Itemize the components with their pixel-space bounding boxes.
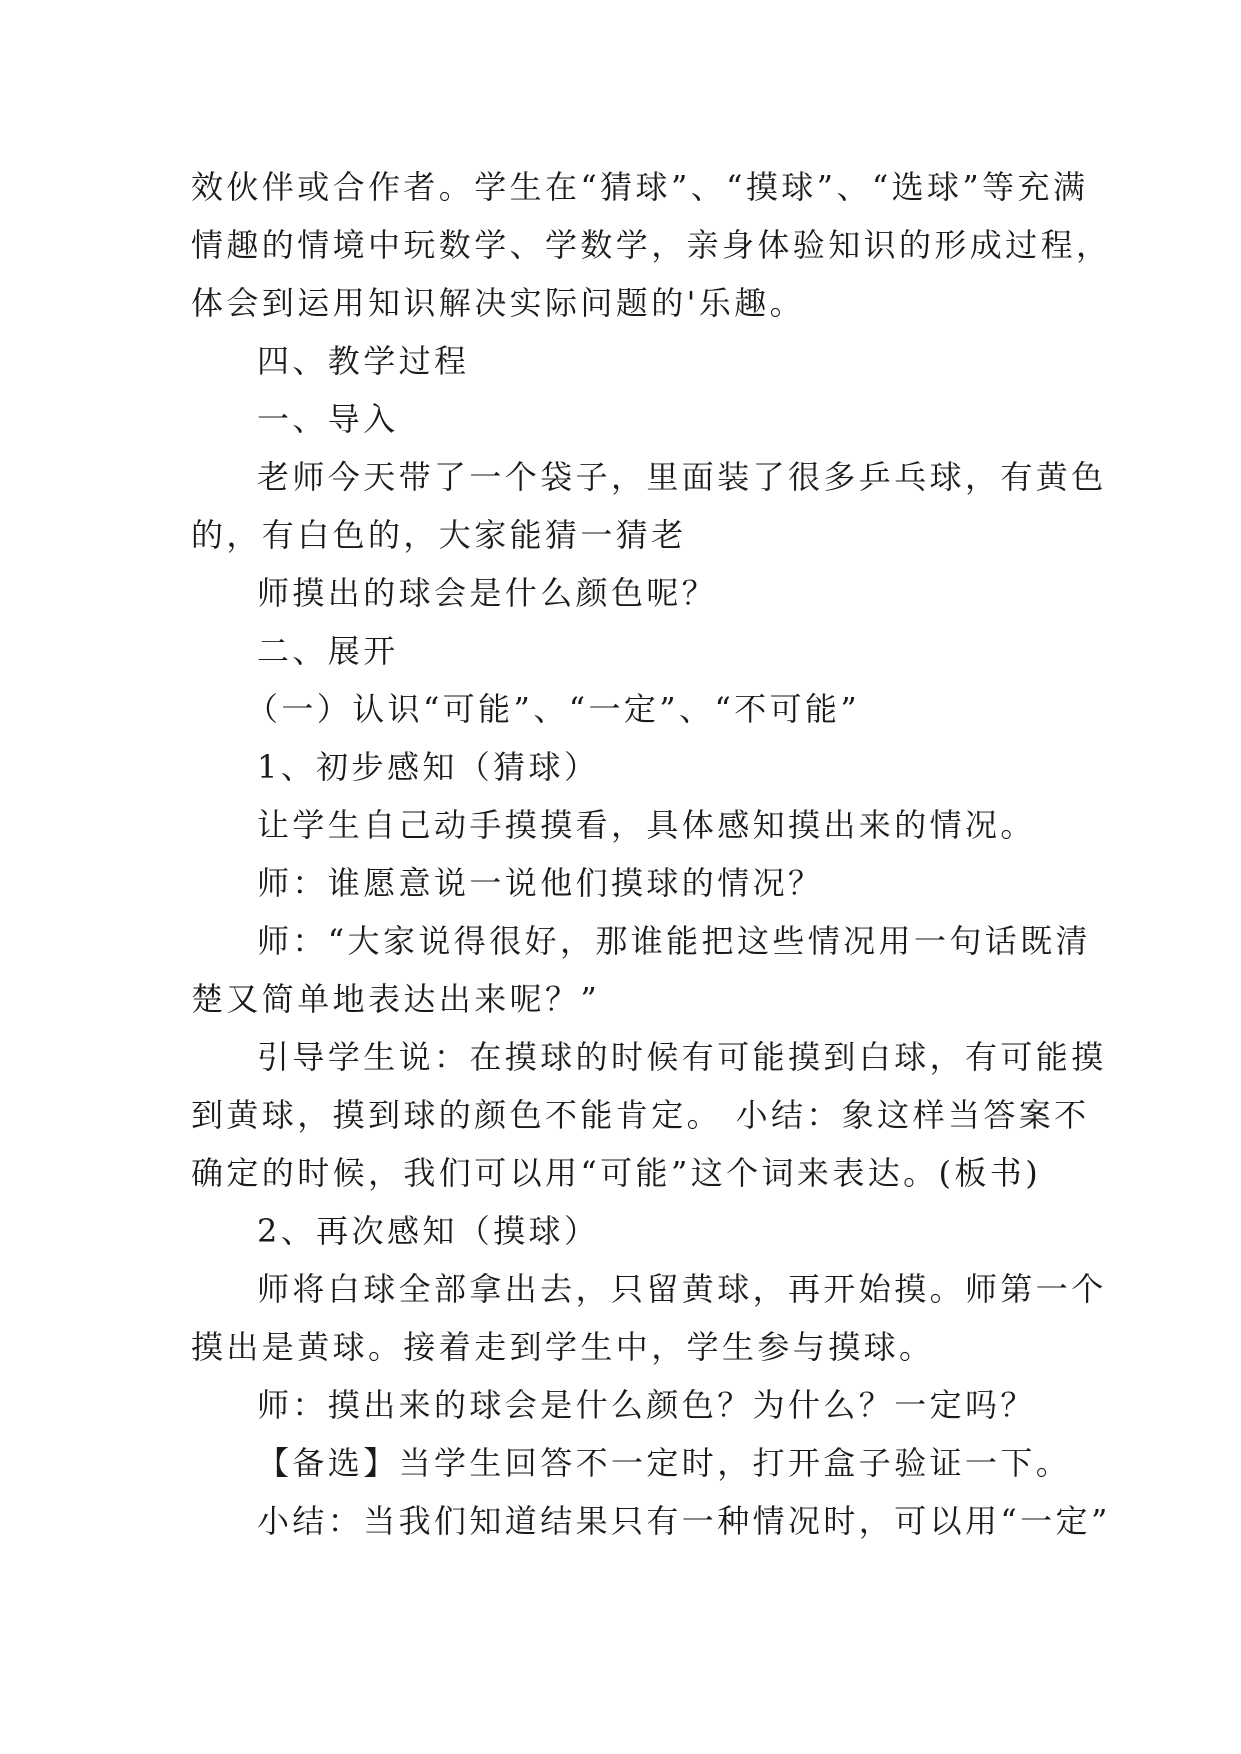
paragraph-line: 到黄球，摸到球的颜色不能肯定。 小结：象这样当答案不 bbox=[191, 1096, 1090, 1134]
paragraph-line: 引导学生说：在摸球的时候有可能摸到白球，有可能摸 bbox=[257, 1038, 1107, 1076]
paragraph-line: 师：摸出来的球会是什么颜色？为什么？一定吗？ bbox=[257, 1386, 1036, 1424]
paragraph-line: 让学生自己动手摸摸看，具体感知摸出来的情况。 bbox=[257, 806, 1036, 844]
section-heading: 四、教学过程 bbox=[257, 342, 470, 380]
subsection-heading: （一）认识“可能”、“一定”、“不可能” bbox=[246, 690, 861, 728]
subsection-heading: 一、导入 bbox=[257, 400, 399, 438]
step-heading: 2、再次感知（摸球） bbox=[257, 1212, 600, 1250]
paragraph-line: 情趣的情境中玩数学、学数学，亲身体验知识的形成过程， bbox=[191, 226, 1112, 264]
paragraph-line: 效伙伴或合作者。学生在“猜球”、“摸球”、“选球”等充满 bbox=[191, 168, 1089, 206]
paragraph-line: 师摸出的球会是什么颜色呢？ bbox=[257, 574, 718, 612]
paragraph-line: 体会到运用知识解决实际问题的'乐趣。 bbox=[191, 284, 805, 322]
paragraph-line: 摸出是黄球。接着走到学生中，学生参与摸球。 bbox=[191, 1328, 935, 1366]
step-heading: 1、初步感知（猜球） bbox=[257, 748, 600, 786]
paragraph-line: 的，有白色的，大家能猜一猜老 bbox=[191, 516, 687, 554]
paragraph-line: 小结：当我们知道结果只有一种情况时，可以用“一定” bbox=[257, 1502, 1111, 1540]
paragraph-line: 【备选】当学生回答不一定时，打开盒子验证一下。 bbox=[257, 1444, 1072, 1482]
paragraph-line: 师将白球全部拿出去，只留黄球，再开始摸。师第一个 bbox=[257, 1270, 1107, 1308]
subsection-heading: 二、展开 bbox=[257, 632, 399, 670]
document-body bbox=[191, 158, 1112, 1550]
paragraph-line: 确定的时候，我们可以用“可能”这个词来表达。(板书) bbox=[191, 1154, 1042, 1192]
paragraph-line: 师：“大家说得很好，那谁能把这些情况用一句话既清 bbox=[257, 922, 1091, 960]
paragraph-line: 师：谁愿意说一说他们摸球的情况？ bbox=[257, 864, 824, 902]
paragraph-line: 老师今天带了一个袋子，里面装了很多乒乓球，有黄色 bbox=[257, 458, 1107, 496]
paragraph-line: 楚又简单地表达出来呢？” bbox=[191, 980, 601, 1018]
